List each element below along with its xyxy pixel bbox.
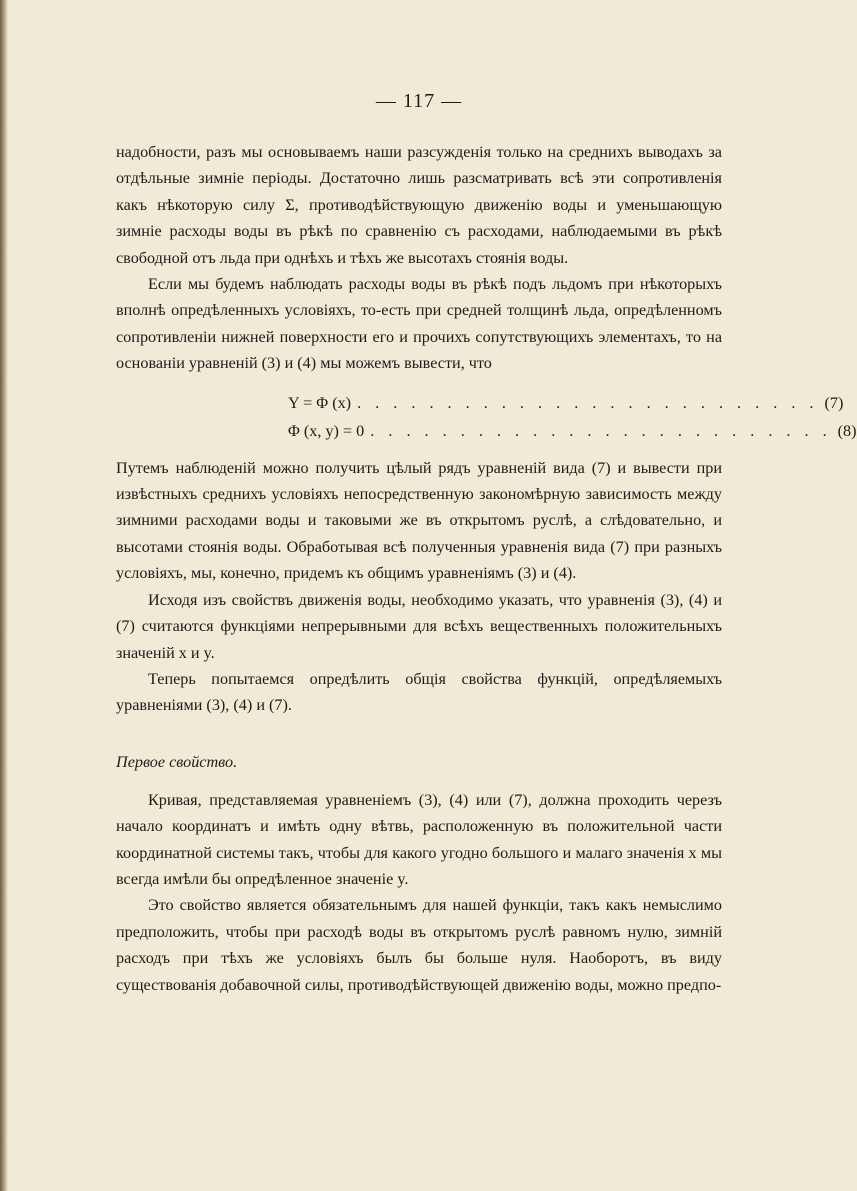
equation-7-formula: Y = Φ (x) [288, 393, 352, 412]
paragraph-4: Исходя изъ свойствъ движенія воды, необходимо указать, что уравненія (3), (4) и (7) считаются функціями непрерывными для всѣхъ вещественныхъ положительныхъ значеній x и y. [116, 590, 722, 662]
equation-8-number: (8) [837, 421, 857, 440]
section-heading: Первое свойство. [116, 752, 238, 771]
equation-block [116, 389, 857, 445]
paragraph-7: Это свойство является обязательнымъ для нашей функціи, такъ какъ немыслимо предположить, чтобы при расходѣ воды въ открытомъ руслѣ равномъ нулю, зимній расходъ при тѣхъ же условіяхъ былъ бы больше нуля. Наоборотъ, въ виду существованія добавочной силы, противодѣйствующей движенію воды, можно предпо- [116, 896, 722, 994]
paragraph-3: Путемъ наблюденій можно получить цѣлый рядъ уравненій вида (7) и вывести при извѣстныхъ среднихъ условіяхъ непосредственную закономѣрную зависимость между зимними расходами воды и таковыми же въ открытомъ руслѣ, а слѣдовательно, и высотами стоянія воды. Обработывая всѣ полученныя уравненія вида (7) при разныхъ условіяхъ, мы, конечно, придемъ къ общимъ уравненіямъ (3) и (4). [116, 458, 722, 583]
equation-7-number: (7) [824, 393, 844, 412]
paragraph-2: Если мы будемъ наблюдать расходы воды въ рѣкѣ подъ льдомъ при нѣкоторыхъ вполнѣ опредѣленныхъ условіяхъ, то-есть при средней толщинѣ льда, опредѣленномъ сопротивленіи нижней поверхности его и прочихъ сопутствующихъ элементахъ, то на основаніи уравненій (3) и (4) мы можемъ вывести, что [116, 275, 722, 373]
document-page [116, 90, 857, 998]
page-number: — 117 — [375, 90, 463, 112]
book-spine-shadow [0, 0, 8, 1191]
equation-8-formula: Φ (x, y) = 0 [288, 421, 365, 440]
paragraph-1: надобности, разъ мы основываемъ наши разсужденія только на среднихъ выводахъ за отдѣльные зимніе періоды. Достаточно лишь разсматривать всѣ эти сопротивленія какъ нѣкоторую силу Σ, противодѣйствующую движенію воды и уменьшающую зимніе расходы воды въ рѣкѣ по сравненію съ расходами, наблюдаемыми въ рѣкѣ свободной отъ льда при однѣхъ и тѣхъ же высотахъ стоянія воды. [116, 143, 722, 267]
paragraph-5: Теперь попытаемся опредѣлить общія свойства функцій, опредѣляемыхъ уравненіями (3), (4) и (7). [116, 669, 722, 715]
equation-7: Y = Φ (x) . . . . . . . . . . . . . . . . . . . . . . . . . . (7) [116, 389, 722, 417]
equation-8: Φ (x, y) = 0 . . . . . . . . . . . . . . . . . . . . . . . . . . (8) [116, 417, 722, 445]
paragraph-6: Кривая, представляемая уравненіемъ (3), (4) или (7), должна проходить черезъ начало координатъ и имѣть одну вѣтвь, расположенную въ положительной части координатной системы такъ, чтобы для какого угодно большого и малаго значенія x мы всегда имѣли бы опредѣленное значеніе y. [116, 790, 722, 888]
